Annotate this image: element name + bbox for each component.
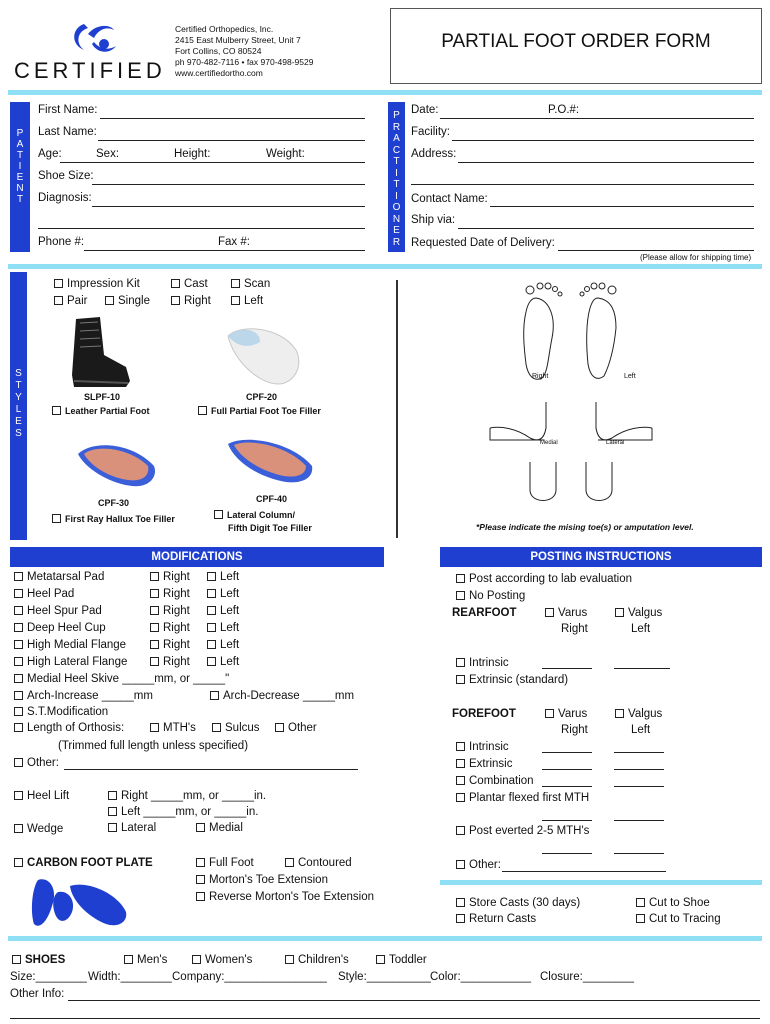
checkbox[interactable] — [14, 606, 23, 615]
checkbox[interactable] — [108, 807, 117, 816]
checkbox[interactable] — [196, 823, 205, 832]
forefoot-intrinsic-left-field[interactable] — [614, 752, 664, 753]
checkbox[interactable] — [150, 572, 159, 581]
checkbox[interactable] — [285, 858, 294, 867]
single-option[interactable]: Single — [105, 295, 150, 307]
checkbox[interactable] — [108, 791, 117, 800]
other-info-field-2[interactable] — [10, 1018, 760, 1019]
checkbox[interactable] — [150, 606, 159, 615]
checkbox[interactable] — [150, 589, 159, 598]
checkbox[interactable] — [456, 591, 465, 600]
checkbox[interactable] — [52, 514, 61, 523]
mod-right-option[interactable]: Right — [150, 571, 190, 583]
diagram-right-label: Right — [532, 373, 549, 380]
rearfoot-intrinsic-right-field[interactable] — [542, 668, 592, 669]
checkbox[interactable] — [456, 675, 465, 684]
checkbox[interactable] — [14, 691, 23, 700]
shoe-company-field[interactable]: Company:________________ — [172, 971, 327, 983]
slpf-option[interactable]: Leather Partial Foot — [52, 406, 150, 416]
cut-to-shoe-option[interactable]: Cut to Shoe — [636, 897, 710, 909]
styles-right-option[interactable]: Right — [171, 295, 211, 307]
lab-eval-option[interactable]: Post according to lab evaluation — [456, 573, 632, 585]
full-partial-foot-filler-image — [220, 322, 304, 388]
checkbox[interactable] — [171, 296, 180, 305]
checkbox[interactable] — [192, 955, 201, 964]
checkbox[interactable] — [54, 296, 63, 305]
checkbox[interactable] — [207, 657, 216, 666]
title-box — [390, 8, 762, 84]
posting-other-option[interactable]: Other: — [456, 859, 501, 871]
arch-increase-option[interactable]: Arch-Increase _____mm — [14, 690, 153, 702]
length-option[interactable]: Length of Orthosis: — [14, 722, 124, 734]
posting-other-field[interactable] — [502, 871, 666, 872]
checkbox[interactable] — [14, 623, 23, 632]
checkbox[interactable] — [171, 279, 180, 288]
mths-option[interactable]: MTH's — [150, 722, 196, 734]
checkbox[interactable] — [207, 623, 216, 632]
phone-fax-field[interactable] — [84, 250, 365, 251]
posting-header: POSTING INSTRUCTIONS — [440, 547, 762, 567]
first-name-label: First Name: — [38, 104, 98, 116]
contact-label: Contact Name: — [411, 193, 488, 205]
checkbox[interactable] — [196, 875, 205, 884]
checkbox[interactable] — [456, 826, 465, 835]
address-line: Fort Collins, CO 80524 — [175, 46, 262, 56]
mod-right-option[interactable]: Right — [150, 639, 190, 651]
checkbox[interactable] — [456, 860, 465, 869]
first-name-field[interactable] — [100, 118, 365, 119]
brand-name: CERTIFIED — [14, 58, 166, 83]
cut-to-tracing-option[interactable]: Cut to Tracing — [636, 913, 721, 925]
forefoot-varus-option[interactable]: Varus — [545, 708, 587, 720]
diagnosis-field[interactable] — [92, 206, 365, 207]
heel-pad-option[interactable]: Heel Pad — [14, 588, 74, 600]
checkbox[interactable] — [150, 657, 159, 666]
age-label: Age: — [38, 148, 62, 160]
trimmed-note: (Trimmed full length unless specified) — [58, 740, 249, 752]
cast-option[interactable]: Cast — [171, 278, 208, 290]
checkbox[interactable] — [456, 574, 465, 583]
checkbox[interactable] — [231, 296, 240, 305]
foot-diagram-image — [486, 278, 656, 518]
practitioner-side-label: P R A C T I T I O N E R — [392, 110, 401, 248]
checkbox[interactable] — [456, 793, 465, 802]
phone-label: Phone #: — [38, 236, 85, 248]
extrinsic-standard-option[interactable]: Extrinsic (standard) — [456, 674, 568, 686]
shoe-color-field[interactable]: Color:___________ — [430, 971, 532, 983]
posting-divider — [440, 880, 762, 885]
checkbox[interactable] — [214, 510, 223, 519]
fax-label: Fax #: — [218, 236, 250, 248]
carbon-plate-image — [28, 872, 132, 934]
patient-divider — [8, 264, 762, 269]
checkbox[interactable] — [456, 658, 465, 667]
styles-side-label: S T Y L E S — [15, 368, 22, 439]
diagram-medial-label: Medial — [540, 440, 558, 446]
rearfoot-label: REARFOOT — [452, 607, 517, 619]
checkbox[interactable] — [14, 640, 23, 649]
forefoot-intrinsic-right-field[interactable] — [542, 752, 592, 753]
mod-left-option[interactable]: Left — [207, 588, 239, 600]
cpf40-name-line2: Fifth Digit Toe Filler — [228, 523, 312, 533]
checkbox[interactable] — [14, 723, 23, 732]
womens-option[interactable]: Women's — [192, 954, 252, 966]
mod-left-option[interactable]: Left — [207, 571, 239, 583]
checkbox[interactable] — [14, 707, 23, 716]
checkbox[interactable] — [456, 914, 465, 923]
checkbox[interactable] — [12, 955, 21, 964]
facility-label: Facility: — [411, 126, 450, 138]
rearfoot-valgus-option[interactable]: Valgus — [615, 607, 662, 619]
checkbox[interactable] — [14, 791, 23, 800]
mod-right-option[interactable]: Right — [150, 656, 190, 668]
mod-right-option[interactable]: Right — [150, 622, 190, 634]
height-label: Height: — [174, 148, 211, 160]
shoes-option[interactable]: SHOES — [12, 954, 65, 966]
combination-option[interactable]: Combination — [456, 775, 534, 787]
rearfoot-varus-option[interactable]: Varus — [545, 607, 587, 619]
checkbox[interactable] — [108, 823, 117, 832]
diagram-lateral-label: Lateral — [606, 440, 625, 446]
slpf-code: SLPF-10 — [84, 392, 121, 402]
checkbox[interactable] — [14, 674, 23, 683]
mod-left-option[interactable]: Left — [207, 656, 239, 668]
cpf20-code: CPF-20 — [246, 392, 278, 402]
first-ray-filler-image — [72, 436, 160, 492]
forefoot-label: FOREFOOT — [452, 708, 516, 720]
mod-left-option[interactable]: Left — [207, 639, 239, 651]
styles-vertical-divider — [396, 280, 398, 538]
shoe-width-field[interactable]: Width:________ — [88, 971, 172, 983]
high-medial-flange-option[interactable]: High Medial Flange — [14, 639, 126, 651]
checkbox[interactable] — [14, 858, 23, 867]
sex-label: Sex: — [96, 148, 120, 160]
mod-other-option[interactable]: Other: — [14, 757, 59, 769]
checkbox[interactable] — [212, 723, 221, 732]
store-casts-option[interactable]: Store Casts (30 days) — [456, 897, 580, 909]
checkbox[interactable] — [207, 589, 216, 598]
patient-side-label: P A T I E N T — [16, 128, 24, 205]
plantar-flexed-option[interactable]: Plantar flexed first MTH — [456, 792, 589, 804]
checkbox[interactable] — [275, 723, 284, 732]
sulcus-option[interactable]: Sulcus — [212, 722, 260, 734]
wedge-lateral-option[interactable]: Lateral — [108, 822, 156, 834]
forefoot-extrinsic-option[interactable]: Extrinsic — [456, 758, 512, 770]
diagnosis-label: Diagnosis: — [38, 192, 92, 204]
heel-lift-right-option[interactable]: Right _____mm, or _____in. — [108, 790, 266, 802]
rearfoot-intrinsic-option[interactable]: Intrinsic — [456, 657, 509, 669]
last-name-field[interactable] — [98, 140, 365, 141]
mod-left-option[interactable]: Left — [207, 605, 239, 617]
diagram-left-label: Left — [624, 373, 636, 380]
checkbox[interactable] — [636, 898, 645, 907]
checkbox[interactable] — [231, 279, 240, 288]
address-line: 2415 East Mulberry Street, Unit 7 — [175, 35, 301, 45]
checkbox[interactable] — [198, 406, 207, 415]
high-lateral-flange-option[interactable]: High Lateral Flange — [14, 656, 127, 668]
combination-left-field[interactable] — [614, 786, 664, 787]
full-foot-option[interactable]: Full Foot — [196, 857, 254, 869]
forefoot-extrinsic-left-field[interactable] — [614, 769, 664, 770]
shipping-note: (Please allow for shipping time) — [640, 253, 752, 262]
cpf30-code: CPF-30 — [98, 498, 130, 508]
checkbox[interactable] — [52, 406, 61, 415]
no-posting-option[interactable]: No Posting — [456, 590, 525, 602]
wedge-option[interactable]: Wedge — [14, 823, 63, 835]
return-casts-option[interactable]: Return Casts — [456, 913, 536, 925]
checkbox[interactable] — [207, 640, 216, 649]
modifications-header: MODIFICATIONS — [10, 547, 384, 567]
address-field-2[interactable] — [411, 184, 754, 185]
checkbox[interactable] — [210, 691, 219, 700]
checkbox[interactable] — [285, 955, 294, 964]
checkbox[interactable] — [124, 955, 133, 964]
forefoot-valgus-option[interactable]: Valgus — [615, 708, 662, 720]
arch-decrease-option[interactable]: Arch-Decrease _____mm — [210, 690, 354, 702]
mod-left-option[interactable]: Left — [207, 622, 239, 634]
header-divider — [8, 90, 762, 95]
po-label: P.O.#: — [548, 104, 580, 116]
checkbox[interactable] — [14, 758, 23, 767]
contoured-option[interactable]: Contoured — [285, 857, 352, 869]
checkbox[interactable] — [615, 608, 624, 617]
checkbox[interactable] — [456, 759, 465, 768]
forefoot-intrinsic-option[interactable]: Intrinsic — [456, 741, 509, 753]
childrens-option[interactable]: Children's — [285, 954, 349, 966]
checkbox[interactable] — [14, 572, 23, 581]
checkbox[interactable] — [207, 572, 216, 581]
checkbox[interactable] — [545, 608, 554, 617]
last-name-label: Last Name: — [38, 126, 97, 138]
checkbox[interactable] — [456, 776, 465, 785]
weight-label: Weight: — [266, 148, 305, 160]
diagnosis-field-2[interactable] — [38, 228, 365, 229]
age-sex-height-weight-field[interactable] — [60, 162, 365, 163]
toddler-option[interactable]: Toddler — [376, 954, 427, 966]
plantar-left-field[interactable] — [614, 820, 664, 821]
ship-via-field[interactable] — [458, 228, 754, 229]
deep-heel-cup-option[interactable]: Deep Heel Cup — [14, 622, 106, 634]
cpf40-code: CPF-40 — [256, 494, 288, 504]
company-address — [175, 24, 313, 79]
rearfoot-intrinsic-left-field[interactable] — [614, 668, 670, 669]
everted-right-field[interactable] — [542, 853, 592, 854]
facility-field[interactable] — [452, 140, 754, 141]
medial-heel-skive-option[interactable]: Medial Heel Skive _____mm, or _____" — [14, 673, 229, 685]
plantar-right-field[interactable] — [542, 820, 592, 821]
shoe-size-label: Shoe Size: — [38, 170, 94, 182]
other-info-field[interactable] — [68, 1000, 760, 1001]
other-info-label: Other Info: — [10, 988, 65, 1000]
cpf30-option[interactable]: First Ray Hallux Toe Filler — [52, 514, 175, 524]
checkbox[interactable] — [196, 858, 205, 867]
checkbox[interactable] — [196, 892, 205, 901]
checkbox[interactable] — [545, 709, 554, 718]
checkbox[interactable] — [456, 742, 465, 751]
wedge-medial-option[interactable]: Medial — [196, 822, 243, 834]
delivery-field[interactable] — [558, 250, 754, 251]
date-label: Date: — [411, 104, 439, 116]
forefoot-left-label: Left — [631, 724, 651, 736]
heel-lift-left-option[interactable]: Left _____mm, or _____in. — [108, 806, 258, 818]
forefoot-extrinsic-right-field[interactable] — [542, 769, 592, 770]
lateral-column-filler-image — [222, 432, 318, 488]
shoes-divider — [8, 936, 762, 941]
checkbox[interactable] — [14, 589, 23, 598]
checkbox[interactable] — [54, 279, 63, 288]
st-modification-option[interactable]: S.T.Modification — [14, 706, 108, 718]
mod-right-option[interactable]: Right — [150, 605, 190, 617]
metatarsal-pad-option[interactable]: Metatarsal Pad — [14, 571, 104, 583]
checkbox[interactable] — [105, 296, 114, 305]
address-line: www.certifiedortho.com — [175, 68, 263, 78]
address-line: Certified Orthopedics, Inc. — [175, 24, 274, 34]
logo — [14, 14, 164, 84]
shoe-closure-field[interactable]: Closure:________ — [540, 971, 634, 983]
shoe-size-field[interactable]: Size:________ — [10, 971, 87, 983]
diagram-note: *Please indicate the mising toe(s) or amputation level. — [476, 522, 694, 532]
pair-option[interactable]: Pair — [54, 295, 87, 307]
date-po-field[interactable] — [440, 118, 754, 119]
checkbox[interactable] — [207, 606, 216, 615]
checkbox[interactable] — [150, 623, 159, 632]
heel-spur-pad-option[interactable]: Heel Spur Pad — [14, 605, 102, 617]
heel-lift-option[interactable]: Heel Lift — [14, 790, 69, 802]
address-line: ph 970-482-7116 • fax 970-498-9529 — [175, 57, 314, 67]
reverse-mortons-option[interactable]: Reverse Morton's Toe Extension — [196, 891, 374, 903]
everted-left-field[interactable] — [614, 853, 664, 854]
shoe-style-field[interactable]: Style:__________ — [338, 971, 431, 983]
checkbox[interactable] — [636, 914, 645, 923]
checkbox[interactable] — [376, 955, 385, 964]
scan-option[interactable]: Scan — [231, 278, 270, 290]
shoe-size-field[interactable] — [92, 184, 365, 185]
address-field[interactable] — [458, 162, 754, 163]
combination-right-field[interactable] — [542, 786, 592, 787]
forefoot-right-label: Right — [561, 724, 588, 736]
carbon-plate-option[interactable]: CARBON FOOT PLATE — [14, 857, 153, 869]
checkbox[interactable] — [456, 898, 465, 907]
form-title: PARTIAL FOOT ORDER FORM — [441, 31, 711, 52]
cpf40-option[interactable]: Lateral Column/ — [214, 510, 295, 520]
delivery-label: Requested Date of Delivery: — [411, 237, 555, 249]
mens-option[interactable]: Men's — [124, 954, 167, 966]
mod-right-option[interactable]: Right — [150, 588, 190, 600]
address-label: Address: — [411, 148, 457, 160]
checkbox[interactable] — [14, 657, 23, 666]
checkbox[interactable] — [150, 723, 159, 732]
impression-kit-option[interactable]: Impression Kit — [54, 278, 140, 290]
checkbox[interactable] — [150, 640, 159, 649]
styles-left-option[interactable]: Left — [231, 295, 263, 307]
mod-other-field[interactable] — [64, 769, 358, 770]
checkbox[interactable] — [14, 824, 23, 833]
logo-swirl-icon — [14, 14, 164, 60]
leather-boot-image — [66, 315, 134, 391]
rearfoot-right-label: Right — [561, 623, 588, 635]
contact-field[interactable] — [490, 206, 754, 207]
checkbox[interactable] — [615, 709, 624, 718]
mortons-option[interactable]: Morton's Toe Extension — [196, 874, 328, 886]
cpf20-option[interactable]: Full Partial Foot Toe Filler — [198, 406, 321, 416]
rearfoot-left-label: Left — [631, 623, 651, 635]
ship-via-label: Ship via: — [411, 214, 456, 226]
length-other-option[interactable]: Other — [275, 722, 317, 734]
post-everted-option[interactable]: Post everted 2-5 MTH's — [456, 825, 589, 837]
